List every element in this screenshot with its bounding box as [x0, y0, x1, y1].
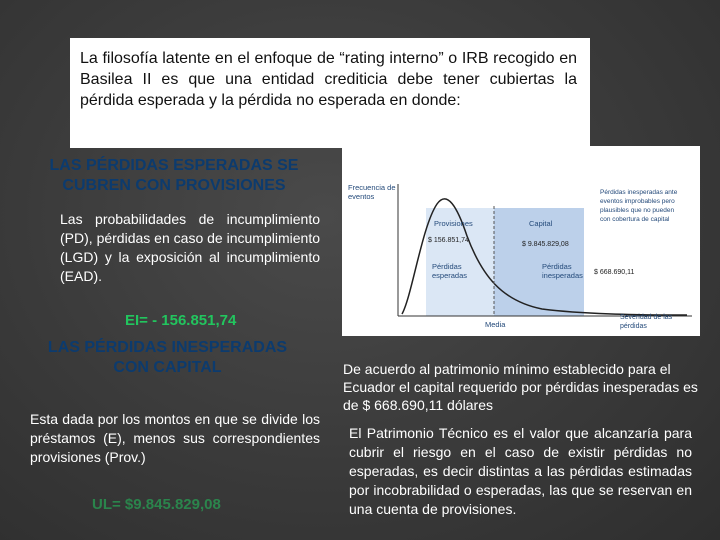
- note-line-3: plausibles que no pueden: [600, 207, 675, 214]
- y-axis-label-2: eventos: [348, 192, 375, 201]
- mean-label: Media: [485, 320, 506, 329]
- intro-text: La filosofía latente en el enfoque de “rating interno” o IRB recogido en Basilea II es que una entidad crediticia debe tener cubiertas la pérdida esperada y la pérdida no esperada en donde:: [80, 50, 577, 109]
- unexpected-losses-text: Esta dada por los montos en que se divide los préstamos (E), menos sus correspondientes provisiones (Prov.): [30, 411, 320, 465]
- y-axis-label-1: Frecuencia de: [348, 183, 396, 192]
- expected-losses-text: Las probabilidades de incumplimiento (PD), pérdidas en caso de incumplimiento (LGD) y la exposición al incumplimiento (EAD).: [60, 211, 320, 284]
- note-line-1: Pérdidas inesperadas ante: [600, 189, 678, 196]
- provisions-label: Provisiones: [434, 219, 473, 228]
- unexpected-loss-label-1: Pérdidas: [542, 262, 572, 271]
- unexpected-loss-label-2: inesperadas: [542, 271, 583, 280]
- provisions-value: $ 156.851,74: [428, 237, 469, 244]
- expected-losses-title: LAS PÉRDIDAS ESPERADAS SE CUBREN CON PROVISIONES: [49, 157, 299, 194]
- expected-loss-label-2: esperadas: [432, 271, 468, 280]
- capital-label: Capital: [529, 219, 553, 228]
- el-formula: EI= - 156.851,74: [125, 312, 237, 329]
- unexpected-losses-title: LAS PÉRDIDAS INESPERADAS CON CAPITAL: [47, 339, 288, 376]
- unexpected-band: [584, 208, 694, 316]
- capital-requirement-text: De acuerdo al patrimonio mínimo establecido para el Ecuador el capital requerido por pérdidas inesperadas es de $ 668.690,11 dólares: [343, 361, 698, 413]
- capital-value: $ 9.845.829,08: [522, 241, 569, 248]
- loss-distribution-diagram: [342, 146, 700, 336]
- unexpected-value: $ 668.690,11: [594, 269, 635, 276]
- x-axis-label-1: Severidad de las: [620, 314, 673, 321]
- note-line-4: con cobertura de capital: [600, 216, 670, 223]
- loss-distribution-svg: [342, 146, 700, 336]
- expected-loss-label-1: Pérdidas: [432, 262, 462, 271]
- ul-formula: UL= $9.845.829,08: [92, 496, 221, 513]
- note-line-2: eventos improbables pero: [600, 198, 675, 205]
- x-axis-label-2: pérdidas: [620, 323, 647, 330]
- technical-equity-text: El Patrimonio Técnico es el valor que alcanzaría para cubrir el riesgo en el caso de existir pérdidas no esperadas, es decir distintas a las pérdidas estimadas por incobrabilidad o esperadas, las que se reservan en una cuenta de provisiones.: [349, 425, 692, 517]
